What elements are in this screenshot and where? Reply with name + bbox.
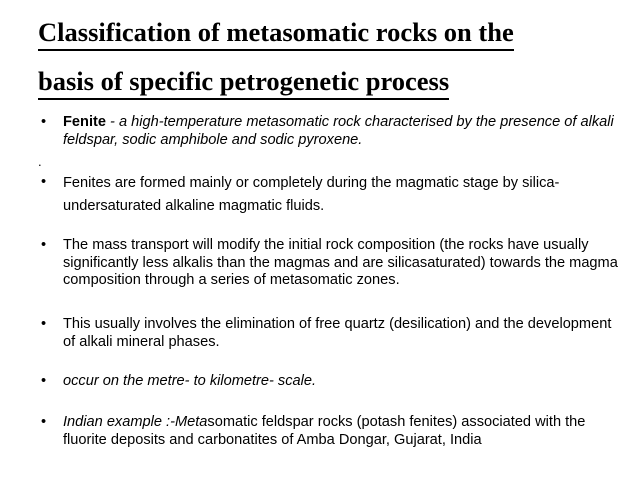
bullet-marker: •: [41, 414, 47, 430]
scale-text: occur on the metre- to kilometre- scale.: [63, 373, 317, 389]
fenite-definition: - a high-temperature metasomatic rock characterised by the presence of alkali feldspar, sodic amphibole and sodic pyroxene.: [63, 114, 614, 148]
slide-title-line-1: Classification of metasomatic rocks on the: [38, 15, 514, 51]
example-label: Indian example :-Meta: [63, 414, 208, 430]
elimination-text: This usually involves the elimination of free quartz (desilication) and the development of alkali mineral phases.: [63, 316, 612, 350]
slide-title-line-2: basis of specific petrogenetic process: [38, 64, 449, 100]
bullet-marker: •: [41, 174, 47, 190]
fenite-term: Fenite: [63, 114, 106, 130]
mass-transport-text: The mass transport will modify the initial rock composition (the rocks have usually significantly less alkalis than the magmas and are silicasaturated) towards the magma composition through a series of metasomatic zones.: [63, 237, 618, 288]
bullet-marker: •: [41, 373, 47, 389]
formation-text: Fenites are formed mainly or completely during the magmatic stage by silica-undersaturated alkaline magmatic fluids.: [63, 175, 560, 214]
example-text: somatic feldspar rocks (potash fenites) associated with the fluorite deposits and carbonatites of Amba Dongar, Gujarat, India: [63, 414, 586, 448]
slide-title: [38, 10, 514, 108]
bullet-marker: •: [41, 237, 47, 253]
bullet-marker: •: [41, 114, 47, 130]
stray-mark: .: [38, 154, 42, 169]
bullet-marker: •: [41, 316, 47, 332]
